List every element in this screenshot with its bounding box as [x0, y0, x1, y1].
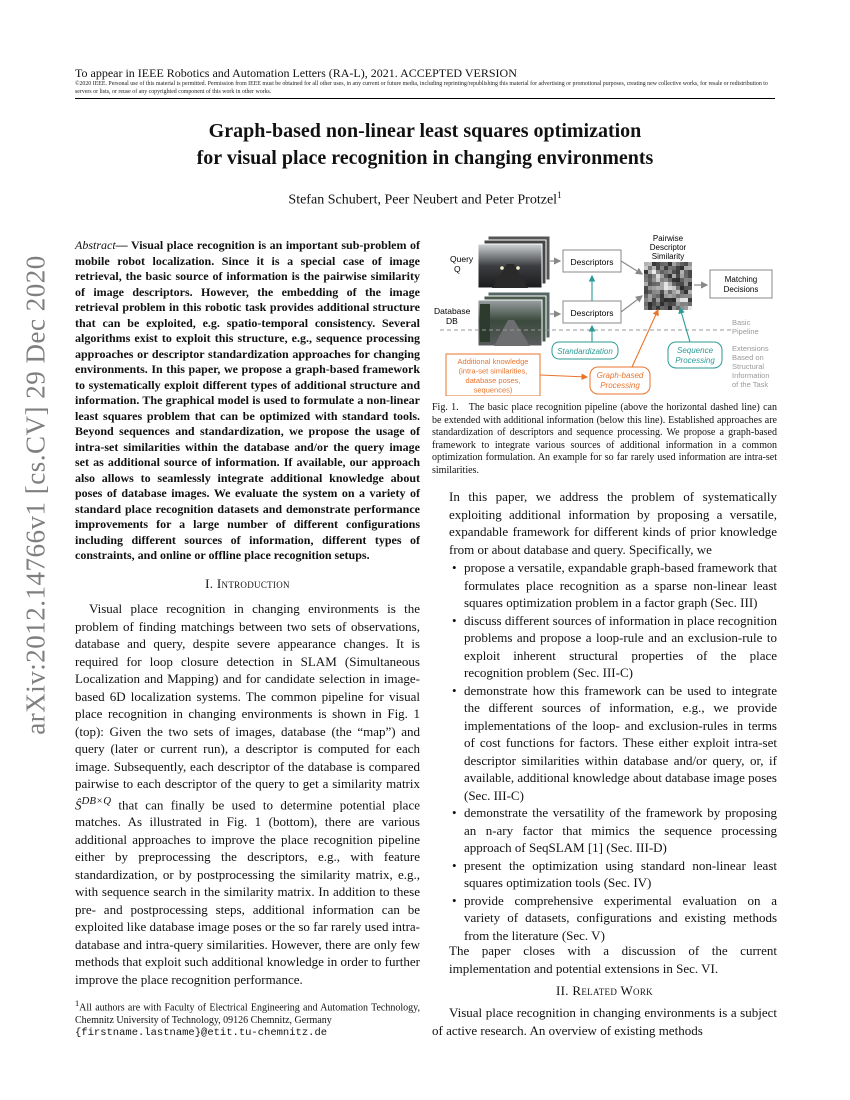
similarity-cell — [672, 274, 676, 278]
similarity-cell — [664, 278, 668, 282]
pairwise-label-3: Similarity — [651, 252, 685, 261]
caption-label: Fig. 1. — [432, 402, 459, 413]
similarity-cell — [664, 270, 668, 274]
similarity-cell — [668, 298, 672, 302]
similarity-cell — [680, 282, 684, 286]
similarity-cell — [668, 286, 672, 290]
extensions-label-1: Extensions — [732, 344, 769, 353]
abstract — [75, 238, 420, 564]
similarity-cell — [664, 306, 668, 310]
figure-1-caption: Fig. 1. The basic place recognition pipeline (above the horizontal dashed line) can be extended with additional information (below this line). Established approaches are standardization of descriptors and sequence processing. We propose a graph-based framework to integrate various sources of additional information in a common optimization formulation. An example for so far rarely used information are intra-set similarities. — [432, 402, 778, 476]
sequence-label-2: Processing — [675, 356, 715, 365]
additional-knowledge-label-3: database poses, — [465, 376, 521, 385]
similarity-cell — [652, 266, 656, 270]
similarity-cell — [664, 302, 668, 306]
similarity-cell — [664, 262, 668, 266]
similarity-cell — [672, 262, 676, 266]
author-list: Stefan Schubert, Peer Neubert and Peter Protzel$^1$ — [288, 190, 562, 208]
similarity-cell — [644, 286, 648, 290]
similarity-cell — [688, 262, 692, 266]
similarity-cell — [680, 286, 684, 290]
similarity-cell — [676, 306, 680, 310]
similarity-cell — [680, 298, 684, 302]
similarity-cell — [660, 302, 664, 306]
list-item: • discuss different sources of information in place recognition problems and propose a loop-rule and an exclusion-rule to exploit inherent structural properties of the place recognition problem (Sec. III-C) — [452, 612, 777, 682]
pipeline-diagram — [432, 234, 777, 396]
sequence-label-1: Sequence — [676, 346, 714, 355]
query-label-abbrev: Q — [454, 264, 461, 274]
similarity-cell — [664, 282, 668, 286]
similarity-cell — [652, 278, 656, 282]
similarity-cell — [668, 290, 672, 294]
similarity-cell — [684, 286, 688, 290]
similarity-cell — [688, 286, 692, 290]
similarity-cell — [656, 306, 660, 310]
similarity-cell — [676, 282, 680, 286]
similarity-cell — [684, 278, 688, 282]
similarity-cell — [668, 270, 672, 274]
similarity-cell — [680, 270, 684, 274]
descriptors-bottom-label: Descriptors — [570, 308, 614, 318]
basic-pipeline-label-2: Pipeline — [732, 327, 759, 336]
similarity-cell — [668, 306, 672, 310]
similarity-cell — [644, 266, 648, 270]
additional-knowledge-label-2: (intra-set similarities, — [458, 366, 528, 376]
similarity-cell — [676, 286, 680, 290]
similarity-cell — [652, 270, 656, 274]
similarity-cell — [660, 298, 664, 302]
extensions-label-2: Based on — [732, 353, 764, 362]
similarity-cell — [676, 262, 680, 266]
similarity-cell — [672, 286, 676, 290]
similarity-cell — [672, 306, 676, 310]
similarity-cell — [676, 298, 680, 302]
similarity-cell — [644, 282, 648, 286]
similarity-cell — [668, 302, 672, 306]
similarity-cell — [688, 306, 692, 310]
similarity-cell — [652, 282, 656, 286]
list-item: • demonstrate how this framework can be used to integrate the different sources of information, e.g., we provide implementations of the loop- and exclusion-rules in terms of cost functions for factors. These either exploit intra-set descriptor similarities within database and/or query, or, if available, additional knowledge about database image poses (Sec. III-C) — [452, 682, 777, 805]
similarity-cell — [672, 266, 676, 270]
abstract-text: Visual place recognition is an important sub-problem of mobile robot localization. Since it is a special case of image retrieval, the basic source of information is the pairwise similarity of image descriptors. However, the embedding of the image retrieval problem in this robotic task provides additional structure that can be exploited, e.g. spatio-temporal consistency. Several algorithms exist to exploit this structure, e.g., sequence processing approaches or descriptor standardization approaches for changing environments. In this paper, we propose a graph-based framework to systematically exploit different types of additional structure and information. The graphical model is used to formulate a non-linear least squares problem that can be optimized with standard tools. Beyond sequences and standardization, we propose the usage of intra-set similarities within the database and/or the query image set as additional source of information. If available, our approach also allows to seamlessly integrate additional knowledge about poses of database images. We evaluate the system on a variety of standard place recognition datasets and demonstrate performance improvements for a large number of different configurations including different sources of information, different types of constraints, and online or offline place recognition setups. — [75, 238, 420, 562]
matching-label-1: Matching — [724, 275, 758, 284]
similarity-cell — [676, 294, 680, 298]
similarity-cell — [680, 294, 684, 298]
similarity-cell — [664, 266, 668, 270]
intro-paragraph: Visual place recognition in changing environments is the problem of finding matchings between two sets of observations, database and query, despite severe appearance changes. It is required for loop closure detection in SLAM (Simultaneous Localization and Mapping) and for candidate selection in image-based 6D localization systems. The common pipeline for visual place recognition in changing environments is shown in Fig. 1 (top): Given the two sets of images, database (the “map”) and query (later or current run), a descriptor is computed for each image. Subsequently, each descriptor of the database is compared pairwise to each descriptor of the query to get a similarity matrix $Ŝ^{DB\times Q}$ that can finally be used to determine potential place matches. As illustrated in Fig. 1 (bottom), there are various additional approaches to improve the place recognition pipeline either by preprocessing the descriptors, e.g., with feature standardization, or by postprocessing the similarity matrix, e.g., with sequence search in the similarity matrix. In addition to these pre- and postprocessing steps, additional information can be exploited like database image poses or the so far rarely used intra-database and intra-query similarities. However, there are only few methods that exploit such additional knowledge in order to further improve the place recognition performance. — [75, 601, 420, 987]
graph-label-2: Processing — [600, 381, 640, 390]
author-footnote-mark: 1 — [557, 190, 562, 200]
similarity-cell — [652, 302, 656, 306]
similarity-cell — [688, 282, 692, 286]
similarity-cell — [680, 262, 684, 266]
affiliation-footnote: $^1$All authors are with Faculty of Electrical Engineering and Automation Technology, Chemnitz University of Technology, 09126 Chemnitz, Germany {firstname.lastname}@etit.tu-chemnitz.de — [75, 999, 420, 1040]
related-work-paragraph: Visual place recognition in changing environments is a subject of active research. An overview of existing methods — [432, 1005, 777, 1038]
similarity-cell — [648, 282, 652, 286]
similarity-cell — [684, 282, 688, 286]
similarity-cell — [652, 290, 656, 294]
additional-knowledge-label-1: Additional knowledge — [457, 357, 529, 366]
similarity-cell — [656, 294, 660, 298]
similarity-cell — [688, 270, 692, 274]
similarity-cell — [680, 274, 684, 278]
similarity-matrix-symbol: Ŝ — [75, 796, 82, 812]
similarity-cell — [664, 274, 668, 278]
paper-title — [75, 118, 775, 172]
similarity-cell — [644, 298, 648, 302]
similarity-cell — [680, 266, 684, 270]
extensions-label-4: Information — [732, 371, 770, 380]
similarity-cell — [668, 266, 672, 270]
extensions-label-5: of the Task — [732, 380, 769, 389]
similarity-cell — [652, 294, 656, 298]
section-heading-related-work: II. Related Work — [556, 983, 653, 998]
similarity-cell — [684, 290, 688, 294]
similarity-cell — [688, 266, 692, 270]
similarity-cell — [660, 294, 664, 298]
similarity-cell — [688, 302, 692, 306]
pairwise-label-2: Descriptor — [649, 243, 687, 252]
similarity-cell — [648, 306, 652, 310]
similarity-cell — [652, 274, 656, 278]
database-label: Database — [434, 306, 471, 316]
similarity-cell — [676, 274, 680, 278]
similarity-cell — [688, 294, 692, 298]
similarity-cell — [652, 262, 656, 266]
graph-label-1: Graph-based — [596, 371, 644, 380]
similarity-cell — [656, 270, 660, 274]
similarity-cell — [660, 266, 664, 270]
similarity-cell — [672, 282, 676, 286]
similarity-cell — [664, 286, 668, 290]
section-heading-introduction: I. Introduction — [205, 576, 290, 591]
similarity-cell — [684, 262, 688, 266]
descriptors-top-label: Descriptors — [570, 257, 614, 267]
title-line-1: Graph-based non-linear least squares optimization — [208, 120, 642, 142]
similarity-cell — [672, 278, 676, 282]
similarity-cell — [688, 290, 692, 294]
similarity-cell — [648, 262, 652, 266]
contributions-list — [452, 559, 777, 944]
similarity-cell — [672, 270, 676, 274]
database-label-abbrev: DB — [446, 316, 458, 326]
copyright-notice: ©2020 IEEE. Personal use of this material is permitted. Permission from IEEE must be obtained for all other uses, in any current or future media, including reprinting/republishing this material for advertising or promotional purposes, creating new collective works, for resale or redistribution to servers or lists, or reuse of any copyrighted component of this work in other works. — [75, 81, 768, 95]
footnote-mark: 1 — [75, 999, 80, 1008]
similarity-cell — [688, 298, 692, 302]
similarity-cell — [684, 302, 688, 306]
similarity-cell — [684, 298, 688, 302]
arxiv-stamp: arXiv:2012.14766v1 [cs.CV] 29 Dec 2020 — [20, 255, 51, 735]
similarity-cell — [668, 278, 672, 282]
similarity-cell — [672, 302, 676, 306]
similarity-cell — [656, 282, 660, 286]
similarity-cell — [664, 294, 668, 298]
database-image-stack — [478, 292, 550, 346]
similarity-cell — [656, 278, 660, 282]
similarity-cell — [684, 270, 688, 274]
similarity-cell — [688, 274, 692, 278]
abstract-dash: — — [115, 238, 131, 252]
similarity-cell — [664, 298, 668, 302]
similarity-matrix-superscript: DB×Q — [81, 794, 112, 807]
similarity-cell — [644, 294, 648, 298]
similarity-cell — [660, 262, 664, 266]
header-rule — [75, 98, 775, 99]
similarity-cell — [668, 274, 672, 278]
similarity-cell — [676, 290, 680, 294]
similarity-cell — [656, 290, 660, 294]
similarity-cell — [664, 290, 668, 294]
similarity-cell — [680, 278, 684, 282]
similarity-cell — [644, 278, 648, 282]
closing-paragraph: The paper closes with a discussion of the current implementation and potential extensions in Sec. VI. — [449, 943, 777, 976]
similarity-cell — [648, 270, 652, 274]
similarity-cell — [660, 286, 664, 290]
similarity-cell — [652, 306, 656, 310]
similarity-cell — [660, 278, 664, 282]
pairwise-label-1: Pairwise — [652, 234, 684, 243]
similarity-cell — [656, 262, 660, 266]
query-image-stack — [478, 236, 550, 288]
similarity-cell — [648, 298, 652, 302]
similarity-cell — [680, 290, 684, 294]
similarity-cell — [676, 278, 680, 282]
similarity-cell — [656, 274, 660, 278]
similarity-cell — [656, 286, 660, 290]
similarity-cell — [652, 286, 656, 290]
similarity-cell — [684, 294, 688, 298]
similarity-cell — [660, 274, 664, 278]
similarity-cell — [656, 302, 660, 306]
similarity-cell — [648, 266, 652, 270]
similarity-cell — [656, 266, 660, 270]
title-line-2: for visual place recognition in changing environments — [196, 147, 654, 169]
similarity-cell — [676, 270, 680, 274]
similarity-cell — [672, 294, 676, 298]
similarity-cell — [644, 270, 648, 274]
similarity-cell — [648, 278, 652, 282]
similarity-cell — [660, 282, 664, 286]
similarity-cell — [652, 298, 656, 302]
similarity-cell — [648, 286, 652, 290]
extensions-label-3: Structural — [732, 362, 765, 371]
similarity-cell — [660, 270, 664, 274]
similarity-cell — [644, 302, 648, 306]
list-item: • provide comprehensive experimental evaluation on a variety of datasets, configurations and existing methods from the literature (Sec. V) — [452, 892, 777, 945]
similarity-cell — [648, 294, 652, 298]
matching-label-2: Decisions — [723, 285, 759, 294]
similarity-cell — [644, 290, 648, 294]
similarity-cell — [684, 266, 688, 270]
contributions-intro: In this paper, we address the problem of systematically exploiting additional information by proposing a versatile, expandable framework for different kinds of prior knowledge from or about database and query. Specifically, we — [449, 489, 777, 557]
similarity-cell — [668, 282, 672, 286]
additional-knowledge-label-4: sequences) — [473, 385, 513, 395]
similarity-cell — [688, 278, 692, 282]
similarity-cell — [668, 294, 672, 298]
similarity-cell — [644, 306, 648, 310]
similarity-cell — [648, 274, 652, 278]
publication-note: To appear in IEEE Robotics and Automation Letters (RA-L), 2021. ACCEPTED VERSION — [75, 66, 517, 80]
similarity-cell — [676, 302, 680, 306]
similarity-cell — [656, 298, 660, 302]
similarity-cell — [672, 298, 676, 302]
similarity-cell — [648, 302, 652, 306]
similarity-cell — [644, 262, 648, 266]
similarity-cell — [644, 274, 648, 278]
basic-pipeline-label-1: Basic — [732, 318, 751, 327]
abstract-label: Abstract — [75, 238, 116, 252]
similarity-cell — [684, 306, 688, 310]
similarity-cell — [660, 290, 664, 294]
similarity-matrix-image — [644, 262, 692, 310]
list-item: • propose a versatile, expandable graph-based framework that formulates place recognition as a sparse non-linear least squares optimization problem in a factor graph (Sec. III) — [452, 559, 777, 612]
similarity-cell — [648, 290, 652, 294]
similarity-cell — [684, 274, 688, 278]
similarity-cell — [672, 290, 676, 294]
figure-1 — [432, 234, 777, 396]
query-label: Query — [450, 254, 474, 264]
similarity-cell — [680, 302, 684, 306]
standardization-label: Standardization — [557, 347, 613, 356]
author-email: {firstname.lastname}@etit.tu-chemnitz.de — [75, 1027, 328, 1040]
similarity-cell — [660, 306, 664, 310]
list-item: • demonstrate the versatility of the framework by proposing an n-ary factor that mimics the sequence processing approach of SeqSLAM [1] (Sec. III-D) — [452, 804, 777, 857]
similarity-cell — [668, 262, 672, 266]
list-item: • present the optimization using standard non-linear least squares optimization tools (Sec. IV) — [452, 857, 777, 892]
similarity-cell — [676, 266, 680, 270]
